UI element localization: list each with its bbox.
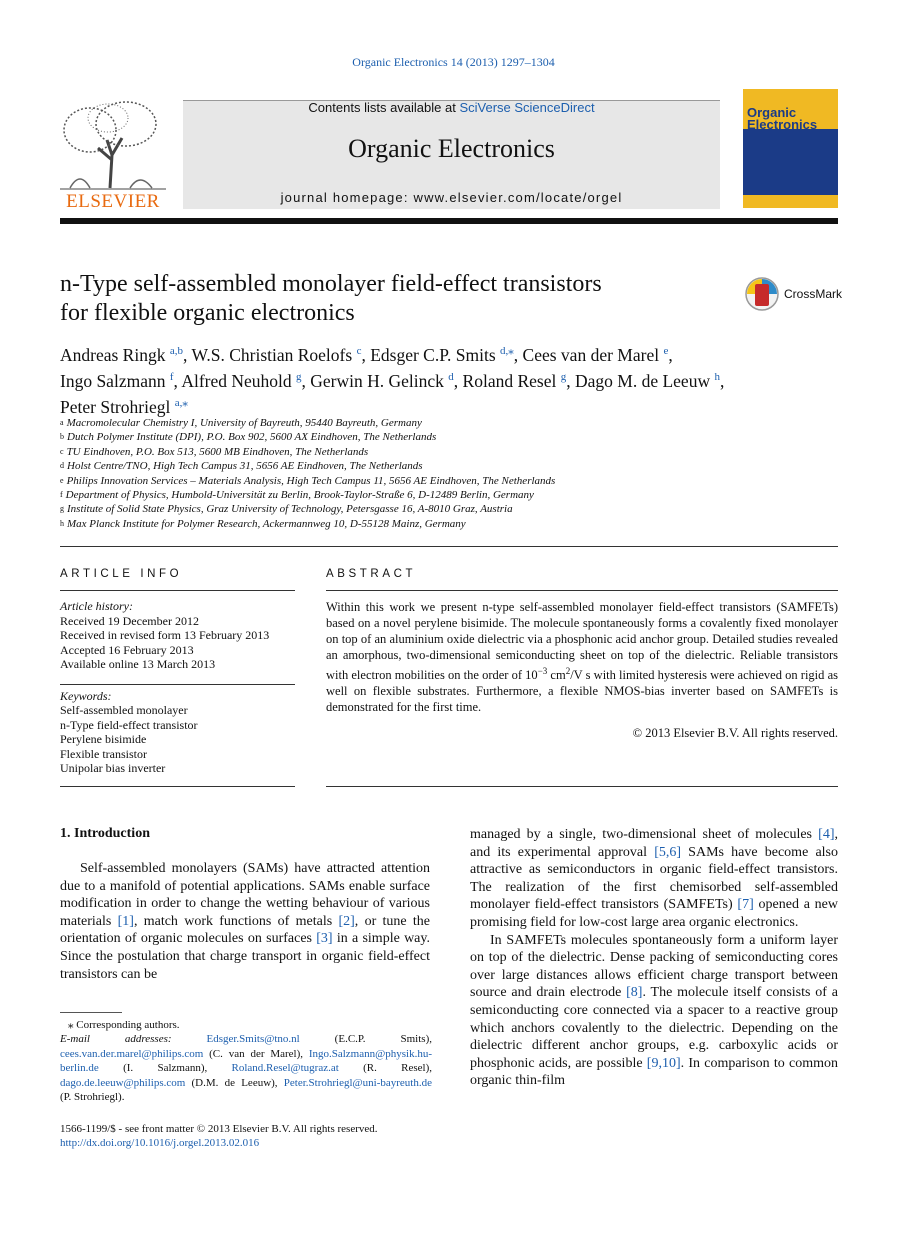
email-link[interactable]: dago.de.leeuw@philips.com: [60, 1076, 186, 1089]
article-info: [60, 599, 295, 776]
keyword-item: Unipolar bias inverter: [60, 761, 166, 775]
email-link[interactable]: cees.van.der.marel@philips.com: [60, 1047, 204, 1060]
publication-meta: [60, 1122, 460, 1151]
corresponding-note: ⁎ Corresponding authors.: [68, 1019, 180, 1031]
history-item: Accepted 16 February 2013: [60, 642, 194, 657]
author-name[interactable]: Alfred Neuhold: [181, 370, 292, 391]
article-info-heading: ARTICLE INFO: [60, 568, 183, 580]
affiliation-list: [60, 416, 840, 531]
issn-line: 1566-1199/$ - see front matter © 2013 Elsevier B.V. All rights reserved.: [60, 1123, 378, 1135]
ref-link[interactable]: [2]: [338, 913, 355, 929]
history-item: Received in revised form 13 February 2013: [60, 628, 270, 642]
affiliation-item: $^c$ TU Eindhoven, P.O. Box 513, 5600 MB Eindhoven, The Netherlands: [60, 445, 369, 458]
keyword-item: n-Type field-effect transistor: [60, 717, 198, 732]
email-link[interactable]: Ingo.Salzmann@physik.hu-berlin.de: [60, 1047, 432, 1075]
contents-prefix: Contents lists available at: [308, 100, 460, 115]
affiliation-item: $^g$ Institute of Solid State Physics, Graz University of Technology, Petersgasse 16, A-8010 Graz, Austria: [60, 503, 513, 516]
keyword-item: Self-assembled monolayer: [60, 703, 188, 717]
author-name[interactable]: Roland Resel: [462, 370, 557, 391]
body-left-column: Self-assembled monolayers (SAMs) have attracted attention due to a manifold of potential applications. SAMs enable surface modification in order to change the wetting behaviour of various materials [1], match work functions of metals [2], or tune the orientation of organic molecules on surfaces [3] in a simple way. Since the postulation that charge transport in organic field-effect transistors can be: [60, 861, 431, 982]
author-name[interactable]: Dago M. de Leeuw: [574, 370, 711, 391]
cover-title: Organic Electronics: [747, 105, 818, 132]
body-right-column: managed by a single, two-dimensional sheet of molecules [4], and its experimental approval [5,6] SAMs have become also attractive as semiconductors in organic field-effect transistors. The realization of the first chemisorbed self-assembled monolayer field-effect transistors (SAMFETs) [7] opened a new promising field for low-cost large area organic electronics. In SAMFETs molecules spontaneously form a uniform layer on top of the dielectric. Dense packing of semiconducting cores over large distances allows efficient charge transport between source and drain electrode [8]. The molecule itself consists of a semiconducting core connected via a spacer to a reactive group which anchors covalently to the dielectric. Depending on the dielectric different anchor groups, e.g. carboxylic acids or phosphonic acids, are possible [9,10]. In comparison to common organic thin-film: [470, 827, 838, 1089]
keywords-label: Keywords:: [60, 688, 112, 703]
publisher-logo-text: ELSEVIER: [66, 191, 160, 212]
history-item: Received 19 December 2012: [60, 613, 199, 628]
affiliation-item: $^f$ Department of Physics, Humbold-Universität zu Berlin, Brook-Taylor-Straße 6, D-12489 Berlin, Germany: [60, 489, 534, 502]
article-title: n-Type self-assembled monolayer field-effect transistors for flexible organic electronics: [60, 271, 602, 326]
email-link[interactable]: Roland.Resel@tugraz.at: [231, 1062, 339, 1075]
ref-link[interactable]: [3]: [316, 931, 333, 947]
author-name[interactable]: Andreas Ringk: [60, 344, 166, 365]
history-item: Available online 13 March 2013: [60, 657, 216, 671]
ref-link[interactable]: [8]: [626, 985, 643, 1001]
crossmark-badge[interactable]: [744, 276, 842, 312]
abstract-text: Within this work we present n-type self-assembled monolayer field-effect transistors (SAMFETs) based on a novel perylene bisimide. The molecule spontaneously forms a covalently fixed monolayer on top of an aluminium oxide dielectric via a phosphonic acid anchor group. Detailed studies revealed an amorphous, two-dimensional semiconducting sheet on top of the dielectric. Reliable transistors with electron mobilities on the order of $10^{-3}$ $cm^2/V$ s with limited hysteresis were achieved on rigid as well on flexible substrates. Furthermore, a flexible NMOS-bias inverter based on SAMFETs is demonstrated for the first time.: [326, 600, 838, 715]
author-list: Andreas Ringk $^{a,b}$, W.S. Christian Roelofs $^c$, Edsger C.P. Smits $^{d,⁎}$, Cees van der Marel $^e$, Ingo Salzmann $^f$, Alfred Neuhold $^g$, Gerwin H. Gelinck $^d$, Roland Resel $^g$, Dago M. de Leeuw $^h$, Peter Strohriegl $^{a,⁎}$: [60, 344, 725, 417]
contents-line: [183, 100, 720, 115]
keywords-divider: [60, 684, 295, 685]
email-link[interactable]: Edsger.Smits@tno.nl: [206, 1033, 300, 1046]
section-heading: 1. Introduction: [60, 826, 150, 841]
abstract-heading: ABSTRACT: [326, 568, 417, 580]
ref-link[interactable]: [4]: [818, 827, 835, 842]
crossmark-label: CrossMark: [784, 287, 843, 301]
header-divider: [60, 218, 838, 224]
ref-link[interactable]: [5,6]: [654, 844, 682, 860]
info-divider: [60, 590, 295, 591]
ref-link[interactable]: [9,10]: [646, 1055, 681, 1071]
ref-link[interactable]: [7]: [737, 897, 754, 913]
keyword-item: Perylene bisimide: [60, 732, 147, 746]
author-name[interactable]: Cees van der Marel: [522, 344, 660, 365]
author-name[interactable]: Peter Strohriegl: [60, 396, 171, 417]
info-bottom-divider: [60, 786, 295, 787]
journal-homepage[interactable]: journal homepage: www.elsevier.com/locate/orgel: [280, 190, 623, 205]
ref-link[interactable]: [1]: [117, 913, 134, 929]
history-label: Article history:: [60, 599, 133, 613]
author-name[interactable]: Gerwin H. Gelinck: [310, 370, 444, 391]
affiliation-item: $^e$ Philips Innovation Services – Materials Analysis, High Tech Campus 11, 5656 AE Eindhoven, The Netherlands: [60, 474, 556, 487]
affiliation-item: $^d$ Holst Centre/TNO, High Tech Campus 31, 5656 AE Eindhoven, The Netherlands: [60, 460, 423, 473]
journal-citation[interactable]: Organic Electronics 14 (2013) 1297–1304: [352, 55, 555, 69]
email-link[interactable]: Peter.Strohriegl@uni-bayreuth.de: [283, 1076, 432, 1089]
journal-cover-image: [743, 89, 838, 208]
abstract-divider: [326, 590, 838, 591]
footnote-divider: [60, 1012, 122, 1013]
journal-name: Organic Electronics: [348, 134, 555, 163]
affiliation-item: $^h$ Max Planck Institute for Polymer Research, Ackermannweg 10, D-55128 Mainz, Germany: [60, 517, 466, 530]
affiliation-item: $^b$ Dutch Polymer Institute (DPI), P.O. Box 902, 5600 AX Eindhoven, The Netherlands: [60, 431, 437, 444]
elsevier-logo: [60, 100, 166, 212]
affiliations-divider: [60, 546, 838, 547]
abstract-bottom-divider: [326, 786, 838, 787]
footnotes: ⁎ Corresponding authors. E-mail addresses: Edsger.Smits@tno.nl (E.C.P. Smits), cees.van.der.marel@philips.com (C. van der Marel), Ingo.Salzmann@physik.hu-berlin.de (I. Salzmann), Roland.Resel@tugraz.at (R. Resel), dago.de.leeuw@philips.com (D.M. de Leeuw), Peter.Strohriegl@uni-bayreuth.de (P. Strohriegl).: [60, 1019, 432, 1104]
crossmark-icon: [744, 276, 780, 312]
keyword-item: Flexible transistor: [60, 746, 147, 761]
author-name[interactable]: Edsger C.P. Smits: [370, 344, 496, 365]
abstract-copyright: © 2013 Elsevier B.V. All rights reserved.: [632, 726, 838, 740]
sciencedirect-link[interactable]: SciVerse ScienceDirect: [459, 100, 595, 115]
affiliation-item: $^a$ Macromolecular Chemistry I, University of Bayreuth, 95440 Bayreuth, Germany: [60, 417, 422, 429]
author-name[interactable]: Ingo Salzmann: [60, 370, 166, 391]
author-name[interactable]: W.S. Christian Roelofs: [191, 344, 353, 365]
doi-link[interactable]: http://dx.doi.org/10.1016/j.orgel.2013.02.016: [60, 1137, 260, 1150]
